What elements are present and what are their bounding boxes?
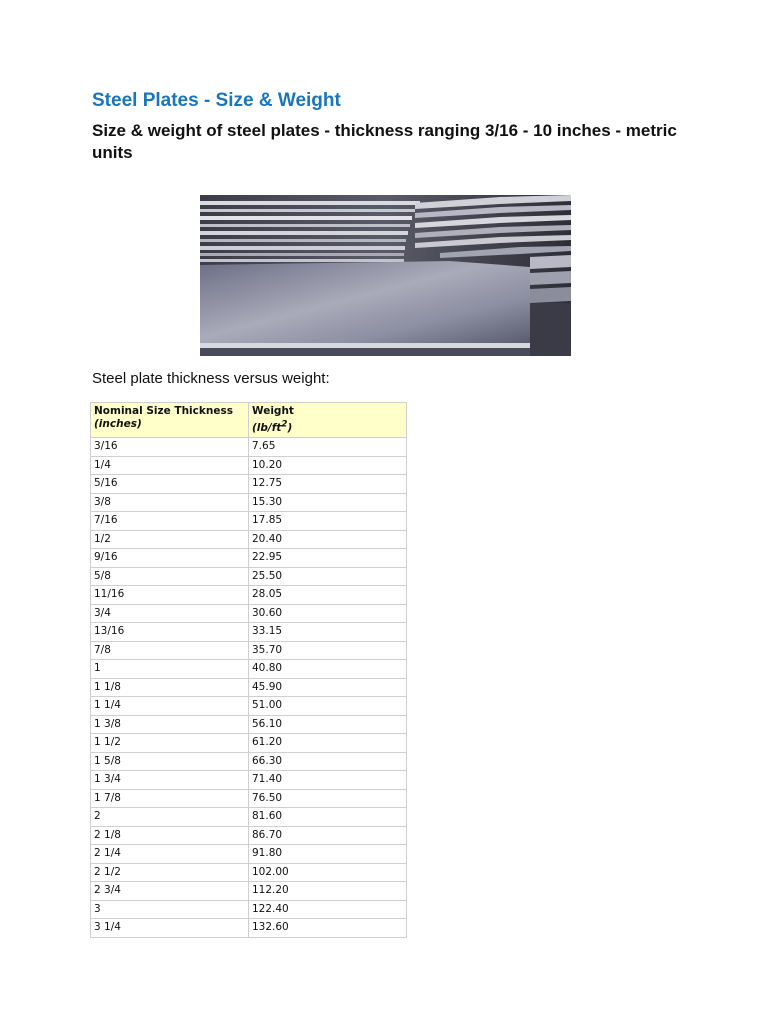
thickness-cell: 13/16 [91, 623, 249, 642]
weight-cell: 17.85 [249, 512, 407, 531]
header-thickness-unit: (inches) [94, 418, 142, 430]
table-row [91, 882, 407, 901]
weight-cell: 91.80 [249, 845, 407, 864]
thickness-cell: 2 1/4 [91, 845, 249, 864]
header-weight [249, 403, 407, 438]
thickness-cell: 5/8 [91, 567, 249, 586]
thickness-cell: 2 3/4 [91, 882, 249, 901]
table-row [91, 678, 407, 697]
table-header-row [91, 403, 407, 438]
table-row [91, 715, 407, 734]
table-row [91, 734, 407, 753]
thickness-cell: 3 [91, 900, 249, 919]
thickness-cell: 1 3/4 [91, 771, 249, 790]
thickness-cell: 1 1/8 [91, 678, 249, 697]
weight-cell: 56.10 [249, 715, 407, 734]
weight-cell: 7.65 [249, 438, 407, 457]
table-row [91, 530, 407, 549]
thickness-cell: 1/2 [91, 530, 249, 549]
header-weight-unit-suffix: ) [287, 421, 293, 434]
table-row [91, 826, 407, 845]
thickness-cell: 7/8 [91, 641, 249, 660]
weight-cell: 71.40 [249, 771, 407, 790]
thickness-cell: 1 1/4 [91, 697, 249, 716]
table-row [91, 438, 407, 457]
thickness-cell: 1 7/8 [91, 789, 249, 808]
table-row [91, 789, 407, 808]
thickness-cell: 11/16 [91, 586, 249, 605]
weight-cell: 22.95 [249, 549, 407, 568]
weight-cell: 35.70 [249, 641, 407, 660]
weight-cell: 45.90 [249, 678, 407, 697]
table-intro-text: Steel plate thickness versus weight: [92, 370, 330, 387]
thickness-cell: 3/8 [91, 493, 249, 512]
table-row [91, 900, 407, 919]
weight-cell: 15.30 [249, 493, 407, 512]
weight-cell: 66.30 [249, 752, 407, 771]
thickness-cell: 1/4 [91, 456, 249, 475]
table-row [91, 623, 407, 642]
table-row [91, 845, 407, 864]
page-subtitle: Size & weight of steel plates - thickness ranging 3/16 - 10 inches - metric units [92, 121, 677, 162]
thickness-weight-table [90, 402, 407, 938]
weight-cell: 12.75 [249, 475, 407, 494]
thickness-cell: 3 1/4 [91, 919, 249, 938]
stacked-steel-plates-photo [200, 195, 571, 356]
thickness-cell: 3/4 [91, 604, 249, 623]
table-row [91, 567, 407, 586]
table-row [91, 493, 407, 512]
thickness-cell: 2 1/2 [91, 863, 249, 882]
thickness-cell: 1 3/8 [91, 715, 249, 734]
weight-cell: 112.20 [249, 882, 407, 901]
header-weight-label: Weight [252, 405, 294, 417]
weight-cell: 51.00 [249, 697, 407, 716]
weight-cell: 86.70 [249, 826, 407, 845]
weight-cell: 76.50 [249, 789, 407, 808]
weight-cell: 81.60 [249, 808, 407, 827]
table-row [91, 808, 407, 827]
table-row [91, 604, 407, 623]
weight-cell: 25.50 [249, 567, 407, 586]
table-row [91, 771, 407, 790]
table-row [91, 641, 407, 660]
weight-cell: 132.60 [249, 919, 407, 938]
thickness-cell: 1 [91, 660, 249, 679]
header-thickness [91, 403, 249, 438]
weight-cell: 61.20 [249, 734, 407, 753]
table-row [91, 549, 407, 568]
table-row [91, 586, 407, 605]
weight-cell: 33.15 [249, 623, 407, 642]
weight-cell: 20.40 [249, 530, 407, 549]
thickness-cell: 2 1/8 [91, 826, 249, 845]
table-row [91, 697, 407, 716]
header-thickness-label: Nominal Size Thickness [94, 405, 233, 417]
table-row [91, 863, 407, 882]
table-row [91, 512, 407, 531]
header-weight-unit-sup: 2 [281, 419, 288, 429]
weight-cell: 122.40 [249, 900, 407, 919]
weight-cell: 40.80 [249, 660, 407, 679]
thickness-cell: 7/16 [91, 512, 249, 531]
weight-cell: 28.05 [249, 586, 407, 605]
page-title: Steel Plates - Size & Weight [92, 90, 341, 111]
table-row [91, 456, 407, 475]
header-weight-unit-prefix: (lb/ft [252, 421, 282, 434]
table-row [91, 919, 407, 938]
thickness-cell: 9/16 [91, 549, 249, 568]
table-row [91, 660, 407, 679]
thickness-cell: 3/16 [91, 438, 249, 457]
table-row [91, 752, 407, 771]
weight-cell: 30.60 [249, 604, 407, 623]
weight-cell: 102.00 [249, 863, 407, 882]
thickness-cell: 2 [91, 808, 249, 827]
header-weight-unit [252, 419, 293, 434]
thickness-cell: 5/16 [91, 475, 249, 494]
weight-cell: 10.20 [249, 456, 407, 475]
thickness-cell: 1 1/2 [91, 734, 249, 753]
thickness-cell: 1 5/8 [91, 752, 249, 771]
table-row [91, 475, 407, 494]
plate-top-surface [200, 261, 530, 347]
